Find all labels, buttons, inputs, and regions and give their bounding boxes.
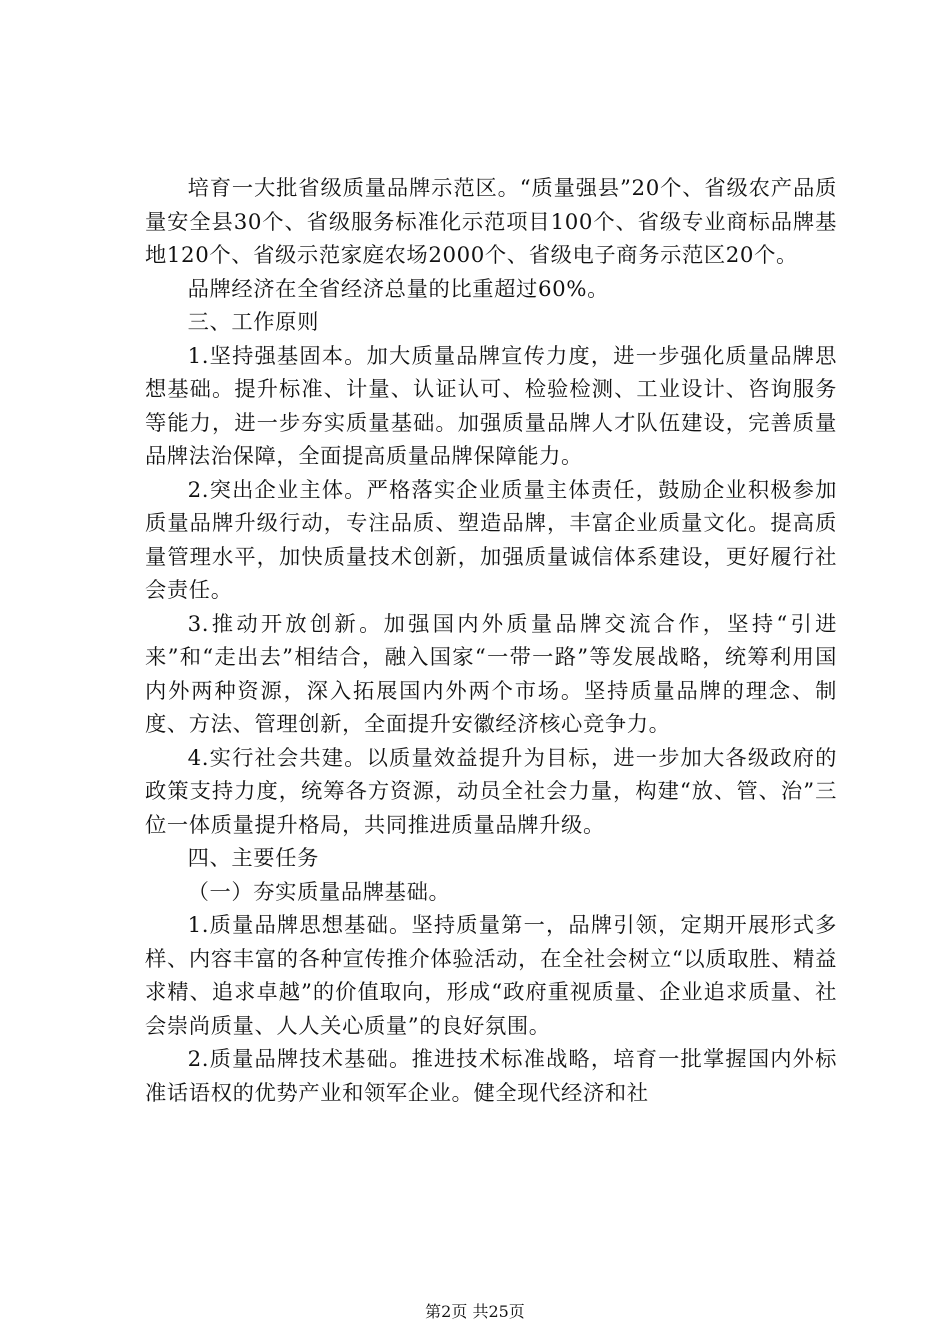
paragraph-principle-4: 4.实行社会共建。以质量效益提升为目标，进一步加大各级政府的政策支持力度，统筹各方资源，动员全社会力量，构建“放、管、治”三位一体质量提升格局，共同推进质量品牌升级。 — [145, 745, 837, 838]
paragraph-task-1-1: 1.质量品牌思想基础。坚持质量第一，品牌引领，定期开展形式多样、内容丰富的各种宣传推介体验活动，在全社会树立“以质取胜、精益求精、追求卓越”的价值取向，形成“政府重视质量、企业追求质量、社会崇尚质量、人人关心质量”的良好氛围。 — [145, 913, 837, 1039]
paragraph-brand-economy-share: 品牌经济在全省经济总量的比重超过60%。 — [187, 276, 609, 302]
heading-main-tasks: 四、主要任务 — [187, 846, 319, 871]
page-number-footer: 第2页 共25页 — [425, 1302, 525, 1321]
paragraph-task-1-2: 2.质量品牌技术基础。推进技术标准战略，培育一批掌握国内外标准话语权的优势产业和领军企业。健全现代经济和社 — [145, 1047, 837, 1106]
paragraph-demonstration-zones: 培育一大批省级质量品牌示范区。“质量强县”20个、省级农产品质量安全县30个、省级服务标准化示范项目100个、省级专业商标品牌基地120个、省级示范家庭农场2000个、省级电子商务示范区20个。 — [145, 176, 837, 268]
heading-work-principles: 三、工作原则 — [187, 310, 319, 335]
paragraph-principle-1: 1.坚持强基固本。加大质量品牌宣传力度，进一步强化质量品牌思想基础。提升标准、计量、认证认可、检验检测、工业设计、咨询服务等能力，进一步夯实质量基础。加强质量品牌人才队伍建设，完善质量品牌法治保障，全面提高质量品牌保障能力。 — [145, 343, 837, 469]
document-body — [145, 172, 837, 1110]
paragraph-principle-3: 3.推动开放创新。加强国内外质量品牌交流合作，坚持“引进来”和“走出去”相结合，融入国家“一带一路”等发展战略，统筹利用国内外两种资源，深入拓展国内外两个市场。坚持质量品牌的理念、制度、方法、管理创新，全面提升安徽经济核心竞争力。 — [145, 611, 837, 737]
subheading-task-1: （一）夯实质量品牌基础。 — [187, 879, 451, 905]
paragraph-principle-2: 2.突出企业主体。严格落实企业质量主体责任，鼓励企业积极参加质量品牌升级行动，专注品质、塑造品牌，丰富企业质量文化。提高质量管理水平，加快质量技术创新，加强质量诚信体系建设，更好履行社会责任。 — [145, 477, 837, 603]
